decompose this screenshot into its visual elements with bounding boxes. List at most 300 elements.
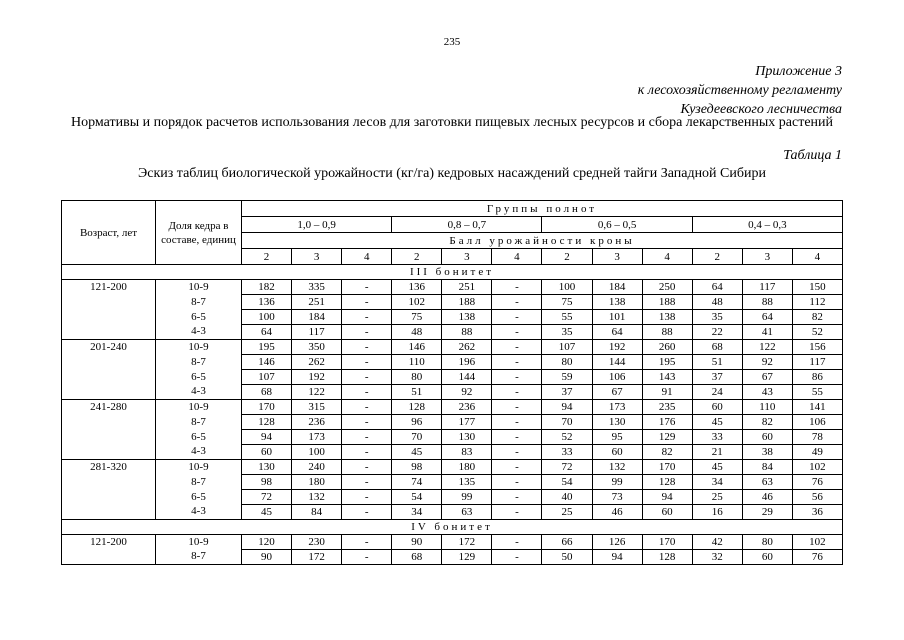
yield-value-cell: 35 — [692, 310, 742, 325]
bonitet-row — [62, 520, 843, 535]
yield-value-cell: 43 — [742, 385, 792, 400]
yield-value-cell: 68 — [242, 385, 292, 400]
yield-value-cell: 120 — [242, 535, 292, 550]
yield-value-cell: - — [342, 490, 392, 505]
yield-value-cell: 41 — [742, 325, 792, 340]
yield-value-cell: - — [342, 355, 392, 370]
yield-value-cell: - — [492, 370, 542, 385]
yield-value-cell: 100 — [292, 445, 342, 460]
table-row — [62, 325, 843, 340]
yield-value-cell: 46 — [742, 490, 792, 505]
yield-value-cell: 45 — [392, 445, 442, 460]
yield-value-cell: 55 — [542, 310, 592, 325]
yield-value-cell: 63 — [742, 475, 792, 490]
yield-value-cell: 172 — [442, 535, 492, 550]
page-number: 235 — [443, 36, 461, 48]
age-cell: 121-200 — [62, 280, 156, 295]
yield-table — [61, 200, 843, 565]
yield-value-cell: 235 — [642, 400, 692, 415]
yield-value-cell: 52 — [792, 325, 842, 340]
bonitet-label: IV бонитет — [62, 520, 843, 535]
yield-value-cell: 260 — [642, 340, 692, 355]
yield-value-cell: - — [492, 445, 542, 460]
yield-value-cell: - — [492, 415, 542, 430]
yield-value-cell: 88 — [742, 295, 792, 310]
cedar-share-cell: 10-9 — [156, 460, 242, 475]
yield-value-cell: 88 — [642, 325, 692, 340]
table-row — [62, 370, 843, 385]
yield-value-cell: - — [492, 340, 542, 355]
yield-value-cell: 251 — [442, 280, 492, 295]
table-label: Таблица 1 — [783, 148, 842, 163]
age-cell — [62, 445, 156, 460]
yield-value-cell: 106 — [792, 415, 842, 430]
table-row — [62, 550, 843, 565]
density-group-header: 0,8 – 0,7 — [392, 217, 542, 233]
yield-value-cell: 94 — [242, 430, 292, 445]
yield-value-cell: 99 — [592, 475, 642, 490]
crown-score-cell: 4 — [792, 249, 842, 265]
yield-value-cell: 117 — [792, 355, 842, 370]
cedar-share-cell: 4-3 — [156, 325, 242, 340]
yield-value-cell: - — [342, 460, 392, 475]
yield-value-cell: 64 — [242, 325, 292, 340]
cedar-share-cell: 6-5 — [156, 370, 242, 385]
table-row — [62, 505, 843, 520]
yield-value-cell: 67 — [742, 370, 792, 385]
yield-value-cell: 82 — [742, 415, 792, 430]
yield-value-cell: 107 — [242, 370, 292, 385]
yield-value-cell: 132 — [292, 490, 342, 505]
yield-value-cell: 66 — [542, 535, 592, 550]
yield-value-cell: - — [342, 505, 392, 520]
yield-value-cell: 45 — [692, 460, 742, 475]
age-cell — [62, 310, 156, 325]
age-cell — [62, 550, 156, 565]
yield-value-cell: 101 — [592, 310, 642, 325]
yield-value-cell: - — [492, 430, 542, 445]
yield-value-cell: 50 — [542, 550, 592, 565]
table-row — [62, 295, 843, 310]
yield-value-cell: 117 — [292, 325, 342, 340]
yield-value-cell: 88 — [442, 325, 492, 340]
yield-value-cell: 78 — [792, 430, 842, 445]
table-row — [62, 310, 843, 325]
yield-value-cell: 144 — [592, 355, 642, 370]
yield-value-cell: 80 — [742, 535, 792, 550]
yield-value-cell: 122 — [742, 340, 792, 355]
yield-value-cell: 129 — [442, 550, 492, 565]
age-cell — [62, 430, 156, 445]
yield-value-cell: 176 — [642, 415, 692, 430]
cedar-share-cell: 10-9 — [156, 535, 242, 550]
yield-value-cell: 51 — [692, 355, 742, 370]
yield-value-cell: 29 — [742, 505, 792, 520]
yield-table-header — [62, 201, 843, 265]
cedar-share-cell: 6-5 — [156, 490, 242, 505]
yield-value-cell: 82 — [642, 445, 692, 460]
cedar-share-cell: 8-7 — [156, 295, 242, 310]
yield-value-cell: 64 — [692, 280, 742, 295]
yield-value-cell: 46 — [592, 505, 642, 520]
yield-value-cell: 33 — [692, 430, 742, 445]
yield-value-cell: 60 — [692, 400, 742, 415]
cedar-share-cell: 10-9 — [156, 280, 242, 295]
yield-value-cell: 100 — [542, 280, 592, 295]
yield-value-cell: 146 — [242, 355, 292, 370]
yield-value-cell: 196 — [442, 355, 492, 370]
yield-value-cell: 130 — [442, 430, 492, 445]
yield-value-cell: 146 — [392, 340, 442, 355]
yield-value-cell: 98 — [242, 475, 292, 490]
yield-value-cell: 86 — [792, 370, 842, 385]
yield-value-cell: 70 — [542, 415, 592, 430]
table-row — [62, 535, 843, 550]
table-row — [62, 475, 843, 490]
yield-value-cell: 129 — [642, 430, 692, 445]
yield-value-cell: - — [492, 385, 542, 400]
yield-value-cell: 138 — [592, 295, 642, 310]
yield-value-cell: 156 — [792, 340, 842, 355]
table-row — [62, 415, 843, 430]
yield-value-cell: 144 — [442, 370, 492, 385]
yield-value-cell: 141 — [792, 400, 842, 415]
yield-value-cell: 102 — [792, 535, 842, 550]
table-row — [62, 400, 843, 415]
table-row — [62, 340, 843, 355]
cedar-share-cell: 4-3 — [156, 445, 242, 460]
bonitet-label: III бонитет — [62, 265, 843, 280]
yield-value-cell: 49 — [792, 445, 842, 460]
age-cell — [62, 415, 156, 430]
yield-value-cell: 59 — [542, 370, 592, 385]
yield-value-cell: 72 — [542, 460, 592, 475]
document-title: Нормативы и порядок расчетов использования лесов для заготовки пищевых лесных ресурсов и сбора лекарственных растений — [70, 115, 834, 130]
yield-value-cell: 64 — [592, 325, 642, 340]
yield-value-cell: 36 — [792, 505, 842, 520]
yield-value-cell: 170 — [642, 460, 692, 475]
yield-value-cell: - — [492, 400, 542, 415]
yield-value-cell: 45 — [242, 505, 292, 520]
density-group-header: 0,6 – 0,5 — [542, 217, 692, 233]
yield-value-cell: 251 — [292, 295, 342, 310]
yield-value-cell: 60 — [242, 445, 292, 460]
yield-value-cell: 60 — [742, 430, 792, 445]
age-cell — [62, 355, 156, 370]
yield-value-cell: - — [342, 415, 392, 430]
yield-value-cell: 60 — [592, 445, 642, 460]
table-row — [62, 280, 843, 295]
yield-value-cell: - — [492, 325, 542, 340]
yield-value-cell: 112 — [792, 295, 842, 310]
cedar-share-cell: 6-5 — [156, 310, 242, 325]
yield-value-cell: 90 — [392, 535, 442, 550]
age-cell — [62, 490, 156, 505]
yield-value-cell: 38 — [742, 445, 792, 460]
yield-value-cell: 236 — [292, 415, 342, 430]
yield-value-cell: 106 — [592, 370, 642, 385]
yield-value-cell: - — [342, 295, 392, 310]
yield-value-cell: 170 — [242, 400, 292, 415]
yield-value-cell: 130 — [592, 415, 642, 430]
yield-value-cell: - — [342, 445, 392, 460]
crown-score-cell: 3 — [592, 249, 642, 265]
table-row — [62, 490, 843, 505]
yield-value-cell: 126 — [592, 535, 642, 550]
age-cell — [62, 295, 156, 310]
yield-value-cell: 34 — [692, 475, 742, 490]
yield-table-body — [62, 265, 843, 565]
table-row — [62, 460, 843, 475]
yield-value-cell: - — [492, 550, 542, 565]
yield-value-cell: - — [492, 460, 542, 475]
yield-value-cell: 72 — [242, 490, 292, 505]
yield-value-cell: - — [492, 475, 542, 490]
yield-value-cell: 84 — [292, 505, 342, 520]
yield-value-cell: 83 — [442, 445, 492, 460]
yield-value-cell: 52 — [542, 430, 592, 445]
yield-value-cell: 250 — [642, 280, 692, 295]
yield-value-cell: 96 — [392, 415, 442, 430]
yield-value-cell: 150 — [792, 280, 842, 295]
yield-value-cell: 54 — [392, 490, 442, 505]
cedar-share-cell: 8-7 — [156, 475, 242, 490]
yield-value-cell: 180 — [292, 475, 342, 490]
yield-value-cell: 95 — [592, 430, 642, 445]
crown-score-cell: 4 — [492, 249, 542, 265]
cedar-share-cell: 4-3 — [156, 505, 242, 520]
yield-value-cell: 73 — [592, 490, 642, 505]
crown-score-cell: 4 — [342, 249, 392, 265]
yield-value-cell: - — [342, 340, 392, 355]
yield-value-cell: 60 — [642, 505, 692, 520]
age-column-header: Возраст, лет — [62, 201, 156, 265]
yield-value-cell: 76 — [792, 475, 842, 490]
table-caption: Эскиз таблиц биологической урожайности (кг/га) кедровых насаждений средней тайги Западной Сибири — [138, 166, 766, 181]
yield-value-cell: 42 — [692, 535, 742, 550]
yield-value-cell: 99 — [442, 490, 492, 505]
yield-value-cell: 128 — [242, 415, 292, 430]
yield-value-cell: 24 — [692, 385, 742, 400]
age-cell: 201-240 — [62, 340, 156, 355]
yield-value-cell: - — [492, 490, 542, 505]
yield-value-cell: 335 — [292, 280, 342, 295]
yield-value-cell: 128 — [392, 400, 442, 415]
table-row — [62, 445, 843, 460]
yield-value-cell: - — [342, 370, 392, 385]
yield-value-cell: - — [342, 550, 392, 565]
yield-value-cell: 80 — [542, 355, 592, 370]
yield-value-cell: - — [492, 310, 542, 325]
density-groups-header: Группы полнот — [242, 201, 843, 217]
yield-value-cell: 135 — [442, 475, 492, 490]
yield-value-cell: 67 — [592, 385, 642, 400]
yield-value-cell: - — [492, 535, 542, 550]
yield-value-cell: 170 — [642, 535, 692, 550]
yield-value-cell: 68 — [692, 340, 742, 355]
yield-value-cell: - — [492, 280, 542, 295]
yield-value-cell: 94 — [592, 550, 642, 565]
crown-score-cell: 3 — [742, 249, 792, 265]
appendix-line-1: Приложение 3 — [755, 64, 842, 79]
age-cell — [62, 475, 156, 490]
yield-value-cell: 98 — [392, 460, 442, 475]
yield-value-cell: 56 — [792, 490, 842, 505]
yield-value-cell: 84 — [742, 460, 792, 475]
yield-value-cell: 68 — [392, 550, 442, 565]
yield-value-cell: 143 — [642, 370, 692, 385]
cedar-share-cell: 6-5 — [156, 430, 242, 445]
yield-value-cell: 25 — [542, 505, 592, 520]
table-row — [62, 385, 843, 400]
yield-value-cell: 91 — [642, 385, 692, 400]
yield-value-cell: 54 — [542, 475, 592, 490]
cedar-share-cell: 10-9 — [156, 340, 242, 355]
age-cell — [62, 325, 156, 340]
cedar-share-cell: 8-7 — [156, 415, 242, 430]
yield-value-cell: - — [342, 400, 392, 415]
yield-value-cell: 192 — [592, 340, 642, 355]
yield-value-cell: - — [342, 430, 392, 445]
yield-value-cell: 122 — [292, 385, 342, 400]
age-cell: 121-200 — [62, 535, 156, 550]
yield-value-cell: 94 — [542, 400, 592, 415]
appendix-note — [638, 62, 842, 119]
yield-value-cell: 34 — [392, 505, 442, 520]
yield-value-cell: 195 — [642, 355, 692, 370]
yield-value-cell: 195 — [242, 340, 292, 355]
yield-value-cell: 138 — [442, 310, 492, 325]
yield-value-cell: - — [492, 505, 542, 520]
yield-value-cell: 130 — [242, 460, 292, 475]
yield-value-cell: 76 — [792, 550, 842, 565]
yield-value-cell: 90 — [242, 550, 292, 565]
yield-value-cell: 136 — [392, 280, 442, 295]
yield-value-cell: 188 — [442, 295, 492, 310]
bonitet-row — [62, 265, 843, 280]
yield-value-cell: 64 — [742, 310, 792, 325]
yield-value-cell: 240 — [292, 460, 342, 475]
yield-value-cell: 110 — [392, 355, 442, 370]
yield-value-cell: 60 — [742, 550, 792, 565]
yield-value-cell: 40 — [542, 490, 592, 505]
yield-value-cell: 37 — [692, 370, 742, 385]
appendix-line-2: к лесохозяйственному регламенту — [637, 83, 842, 98]
yield-value-cell: 177 — [442, 415, 492, 430]
yield-value-cell: 48 — [692, 295, 742, 310]
yield-value-cell: 173 — [592, 400, 642, 415]
yield-value-cell: 173 — [292, 430, 342, 445]
yield-value-cell: 92 — [442, 385, 492, 400]
yield-value-cell: 37 — [542, 385, 592, 400]
yield-value-cell: 22 — [692, 325, 742, 340]
crown-score-cell: 4 — [642, 249, 692, 265]
yield-value-cell: - — [492, 295, 542, 310]
crown-score-cell: 2 — [392, 249, 442, 265]
age-cell: 241-280 — [62, 400, 156, 415]
yield-value-cell: 230 — [292, 535, 342, 550]
yield-value-cell: 262 — [442, 340, 492, 355]
yield-value-cell: 74 — [392, 475, 442, 490]
age-cell — [62, 385, 156, 400]
yield-value-cell: 63 — [442, 505, 492, 520]
yield-value-cell: - — [342, 385, 392, 400]
yield-value-cell: 94 — [642, 490, 692, 505]
density-group-header: 0,4 – 0,3 — [692, 217, 842, 233]
cedar-share-cell: 10-9 — [156, 400, 242, 415]
cedar-share-cell: 4-3 — [156, 385, 242, 400]
yield-value-cell: 35 — [542, 325, 592, 340]
yield-value-cell: - — [342, 535, 392, 550]
age-cell — [62, 505, 156, 520]
yield-value-cell: 184 — [592, 280, 642, 295]
yield-value-cell: 138 — [642, 310, 692, 325]
yield-value-cell: 180 — [442, 460, 492, 475]
cedar-share-cell: 8-7 — [156, 355, 242, 370]
age-cell — [62, 370, 156, 385]
yield-value-cell: 136 — [242, 295, 292, 310]
cedar-share-cell: 8-7 — [156, 550, 242, 565]
yield-value-cell: - — [342, 325, 392, 340]
yield-value-cell: - — [492, 355, 542, 370]
table-row — [62, 355, 843, 370]
density-group-header: 1,0 – 0,9 — [242, 217, 392, 233]
yield-value-cell: 92 — [742, 355, 792, 370]
yield-value-cell: - — [342, 310, 392, 325]
crown-score-cell: 2 — [542, 249, 592, 265]
yield-value-cell: - — [342, 280, 392, 295]
yield-value-cell: 16 — [692, 505, 742, 520]
yield-value-cell: 350 — [292, 340, 342, 355]
crown-score-cell: 2 — [692, 249, 742, 265]
yield-value-cell: 262 — [292, 355, 342, 370]
yield-value-cell: 128 — [642, 475, 692, 490]
yield-value-cell: 45 — [692, 415, 742, 430]
yield-value-cell: 236 — [442, 400, 492, 415]
yield-value-cell: 70 — [392, 430, 442, 445]
yield-value-cell: 128 — [642, 550, 692, 565]
yield-value-cell: 188 — [642, 295, 692, 310]
yield-value-cell: 21 — [692, 445, 742, 460]
yield-value-cell: 32 — [692, 550, 742, 565]
yield-value-cell: - — [342, 475, 392, 490]
yield-value-cell: 55 — [792, 385, 842, 400]
yield-value-cell: 315 — [292, 400, 342, 415]
yield-value-cell: 75 — [392, 310, 442, 325]
yield-value-cell: 192 — [292, 370, 342, 385]
yield-value-cell: 75 — [542, 295, 592, 310]
yield-value-cell: 25 — [692, 490, 742, 505]
yield-value-cell: 132 — [592, 460, 642, 475]
yield-value-cell: 107 — [542, 340, 592, 355]
yield-value-cell: 82 — [792, 310, 842, 325]
table-row — [62, 430, 843, 445]
appendix-line-3: Кузедеевского лесничества — [680, 102, 842, 117]
yield-value-cell: 117 — [742, 280, 792, 295]
yield-value-cell: 51 — [392, 385, 442, 400]
yield-value-cell: 182 — [242, 280, 292, 295]
yield-value-cell: 80 — [392, 370, 442, 385]
yield-value-cell: 48 — [392, 325, 442, 340]
cedar-share-column-header: Доля кедра в составе, единиц — [156, 201, 242, 265]
yield-value-cell: 33 — [542, 445, 592, 460]
yield-value-cell: 102 — [792, 460, 842, 475]
yield-value-cell: 172 — [292, 550, 342, 565]
crown-score-cell: 3 — [442, 249, 492, 265]
crown-score-cell: 3 — [292, 249, 342, 265]
yield-value-cell: 100 — [242, 310, 292, 325]
yield-value-cell: 102 — [392, 295, 442, 310]
